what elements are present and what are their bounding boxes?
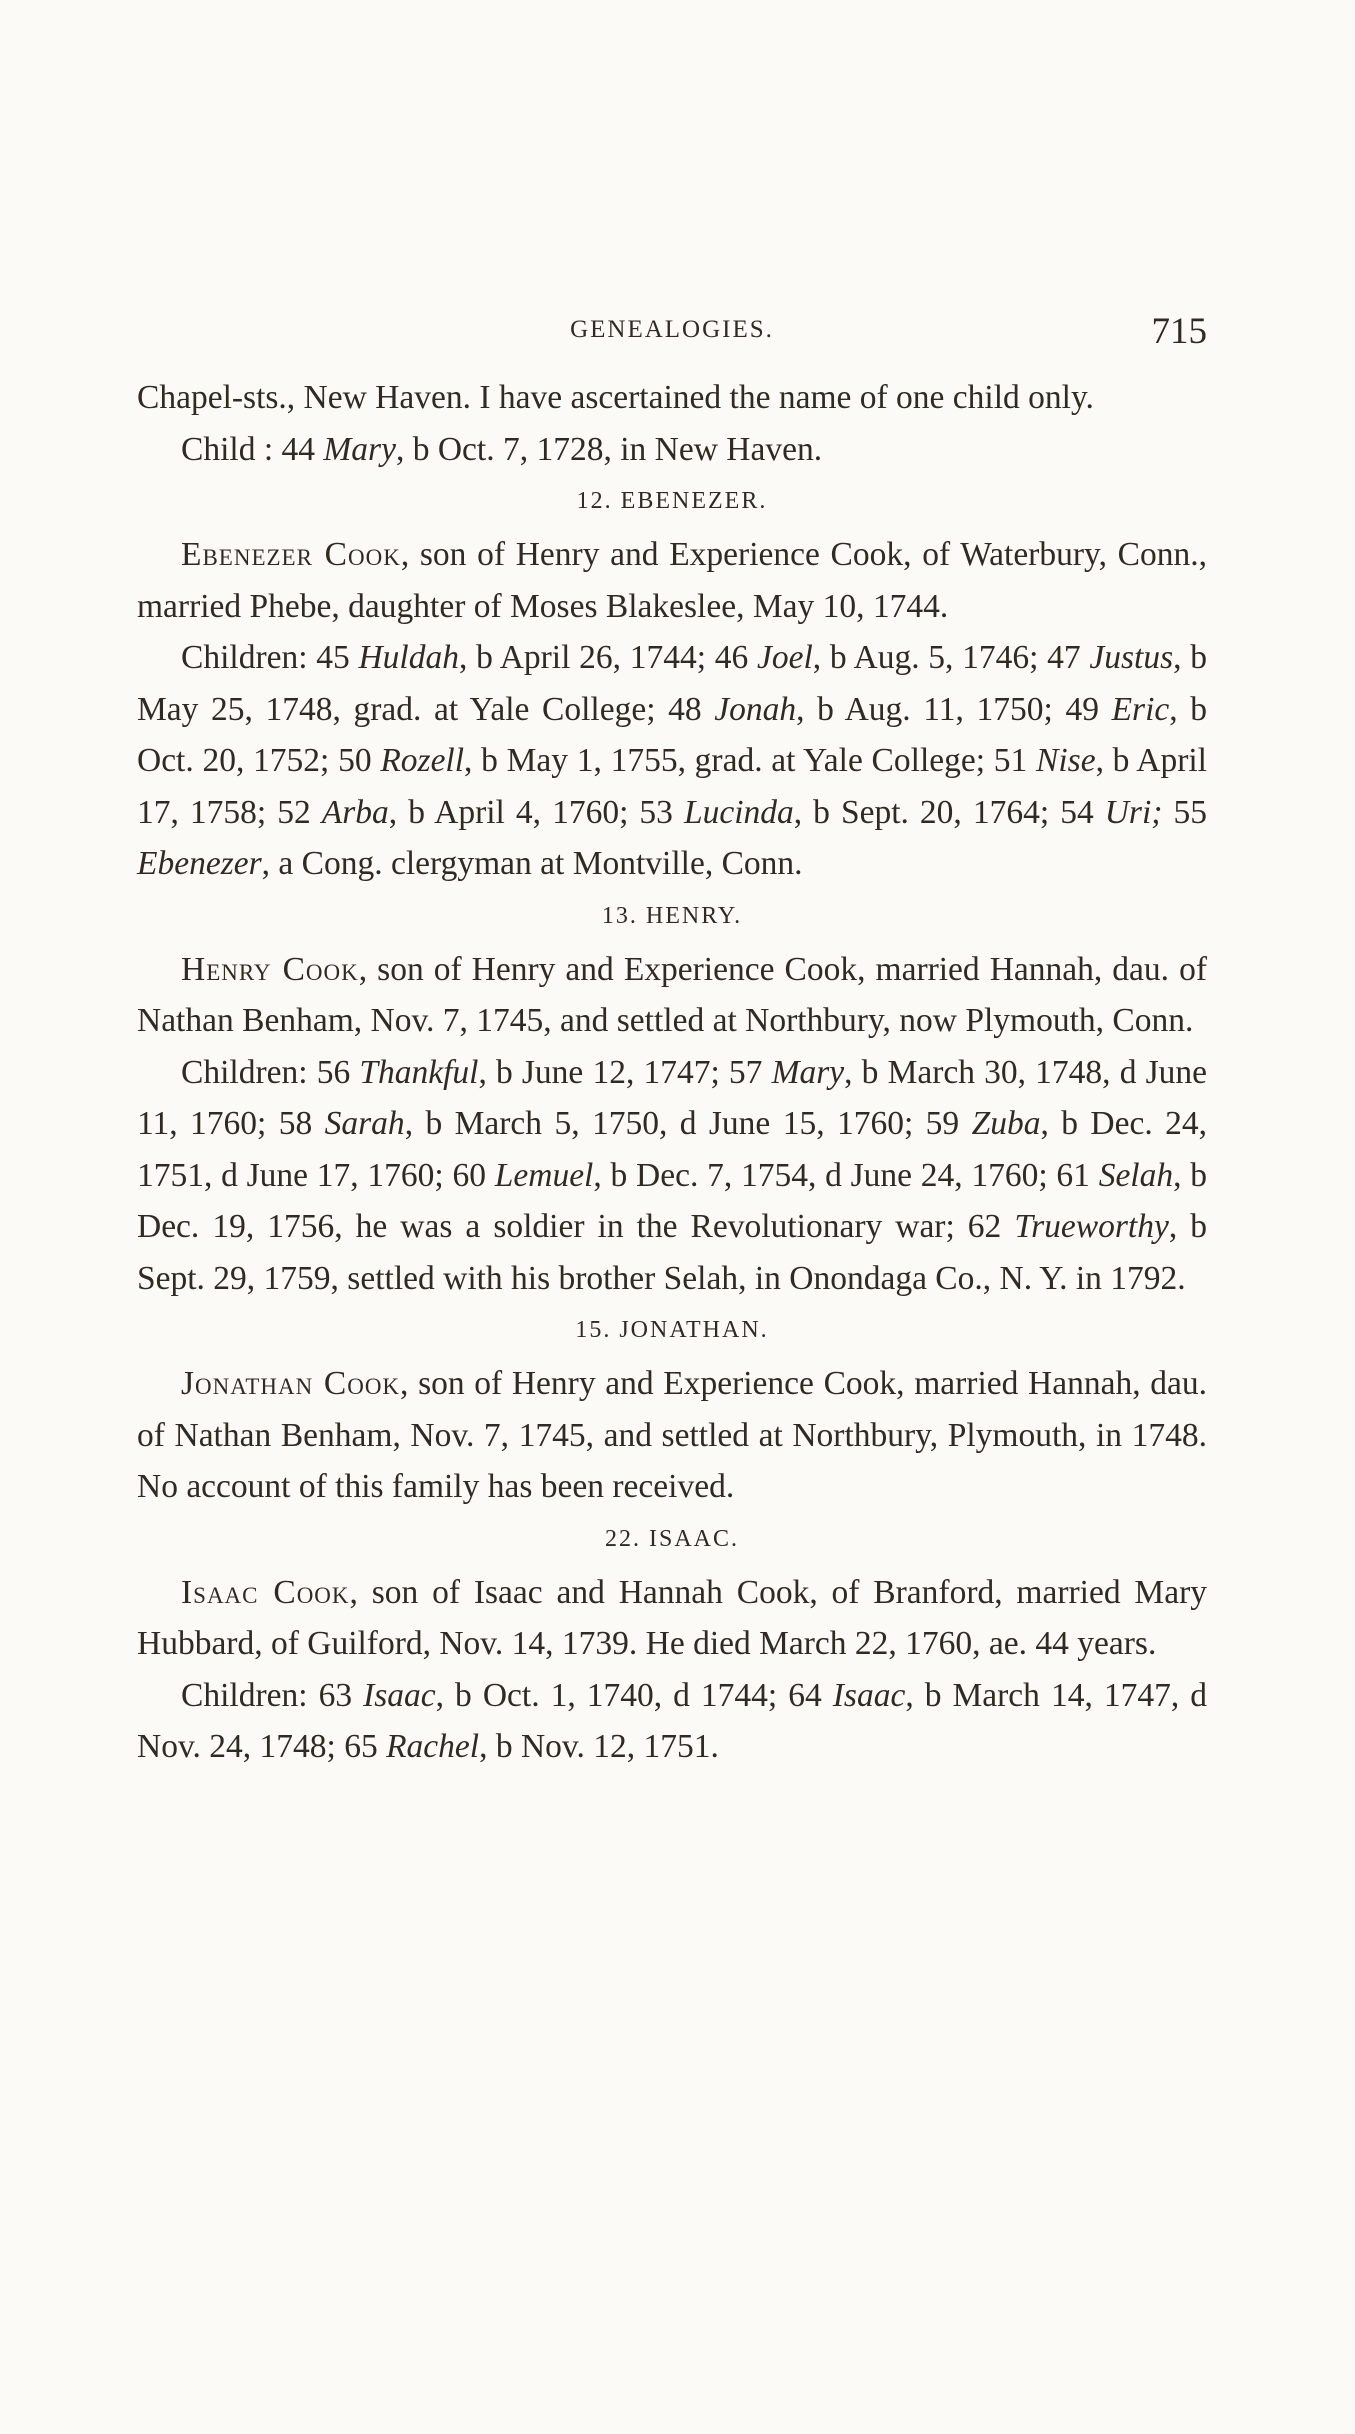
child-details: , b April 17, 1758; 52 [137,742,1207,831]
child-details: , b Sept. 20, 1764; 54 [793,793,1105,831]
child-name: Thankful [359,1053,479,1091]
child-details: , b Sept. 29, 1759, settled with his brother Selah, in Onondaga Co., N. Y. in 1792. [137,1208,1207,1297]
child-details: , a Cong. clergyman at Montville, Conn. [261,845,803,882]
family-text: , son of Henry and Experience Cook, married Hannah, dau. of Nathan Benham, Nov. 7, 1745, and settled at Northbury, Plymouth, in 1748. No account of this family has been received. [137,1365,1207,1505]
child-paragraph [137,424,1207,476]
child-name: Lemuel [494,1156,594,1194]
children-paragraph [137,1047,1207,1305]
child-name: Eric [1111,690,1170,728]
child-details: , b June 12, 1747; 57 [478,1053,772,1091]
child-details: , b March 14, 1747, d Nov. 24, 1748; 65 [137,1676,1207,1765]
children-paragraph [137,632,1207,890]
child-details: Children: 63 [181,1676,364,1714]
child-name: Nise [1036,742,1096,779]
child-name: Arba [321,793,389,831]
child-name: Rachel [386,1728,480,1765]
child-name: Zuba [971,1105,1041,1142]
child-name: Selah [1098,1156,1174,1194]
child-details: , b Dec. 19, 1756, he was a soldier in the Revolutionary war; 62 [137,1156,1208,1245]
child-name: Mary [771,1053,845,1091]
section-heading: 22. ISAAC. [604,1525,739,1552]
person-name: Ebenezer Cook [181,536,401,573]
child-details: , b April 4, 1760; 53 [388,793,684,831]
child-name: Justus [1089,639,1174,676]
section-heading: 13. HENRY. [601,902,743,929]
child-name: Isaac [832,1676,906,1714]
child-name: Trueworthy [1014,1208,1169,1245]
person-name: Henry Cook [181,950,359,988]
child-name: Sarah [324,1105,405,1142]
child-name: Joel [756,639,813,676]
child-details: , b Oct. 20, 1752; 50 [137,690,1207,779]
child-name: Mary [323,430,396,468]
family-text: , son of Henry and Experience Cook, married Hannah, dau. of Nathan Benham, Nov. 7, 1745, and settled at Northbury, now Plymouth, Conn. [137,950,1207,1039]
child-details: , b Aug. 11, 1750; 49 [796,690,1112,728]
section-heading: 15. JONATHAN. [575,1317,769,1343]
child-details: , b Dec. 24, 1751, d June 17, 1760; 60 [137,1105,1207,1194]
family-paragraph [137,944,1207,1047]
child-details: , b Nov. 12, 1751. [479,1728,719,1765]
family-paragraph [137,529,1207,632]
child-details: , b May 1, 1755, grad. at Yale College; 51 [464,742,1036,779]
child-details: Children: 45 [181,639,359,676]
running-head [137,310,1207,372]
child-details: , b April 26, 1744; 46 [458,639,757,676]
book-page [137,310,1207,1773]
child-intro: Child : 44 [181,430,324,468]
person-name: Isaac Cook [181,1573,350,1611]
child-details: , b Aug. 5, 1746; 47 [812,639,1090,676]
family-text: , son of Henry and Experience Cook, of Waterbury, Conn., married Phebe, daughter of Moses Blakeslee, May 10, 1744. [137,536,1207,625]
person-name: Jonathan Cook [181,1365,401,1402]
child-name: Isaac [363,1676,436,1714]
child-details: , b March 5, 1750, d June 15, 1760; 59 [404,1105,972,1142]
section-heading: 12. EBENEZER. [576,488,768,514]
running-title: GENEALOGIES. [570,316,774,343]
child-details: Children: 56 [181,1053,360,1091]
family-paragraph [137,1358,1207,1513]
child-name: Uri; [1104,793,1163,831]
child-details: , b Oct. 1, 1740, d 1744; 64 [435,1676,833,1714]
child-details: , b May 25, 1748, grad. at Yale College; 48 [137,639,1207,728]
family-paragraph [137,1567,1207,1670]
child-name: Rozell [380,742,465,779]
page-number: 715 [1151,311,1207,352]
child-details: , b Dec. 7, 1754, d June 24, 1760; 61 [593,1156,1099,1194]
child-details: , b Oct. 7, 1728, in New Haven. [395,430,823,468]
child-details: 55 [1162,793,1207,831]
children-paragraph [137,1670,1207,1773]
child-name: Ebenezer [137,845,262,882]
child-name: Huldah [358,639,459,676]
family-text: , son of Isaac and Hannah Cook, of Branford, married Mary Hubbard, of Guilford, Nov. 14, 1739. He died March 22, 1760, ae. 44 years. [137,1573,1207,1662]
continuation-paragraph: Chapel-sts., New Haven. I have ascertained the name of one child only. [137,379,1094,416]
child-name: Lucinda [683,793,794,831]
family-sections [137,479,1207,1773]
child-details: , b March 30, 1748, d June 11, 1760; 58 [137,1053,1207,1142]
child-name: Jonah [714,690,797,728]
